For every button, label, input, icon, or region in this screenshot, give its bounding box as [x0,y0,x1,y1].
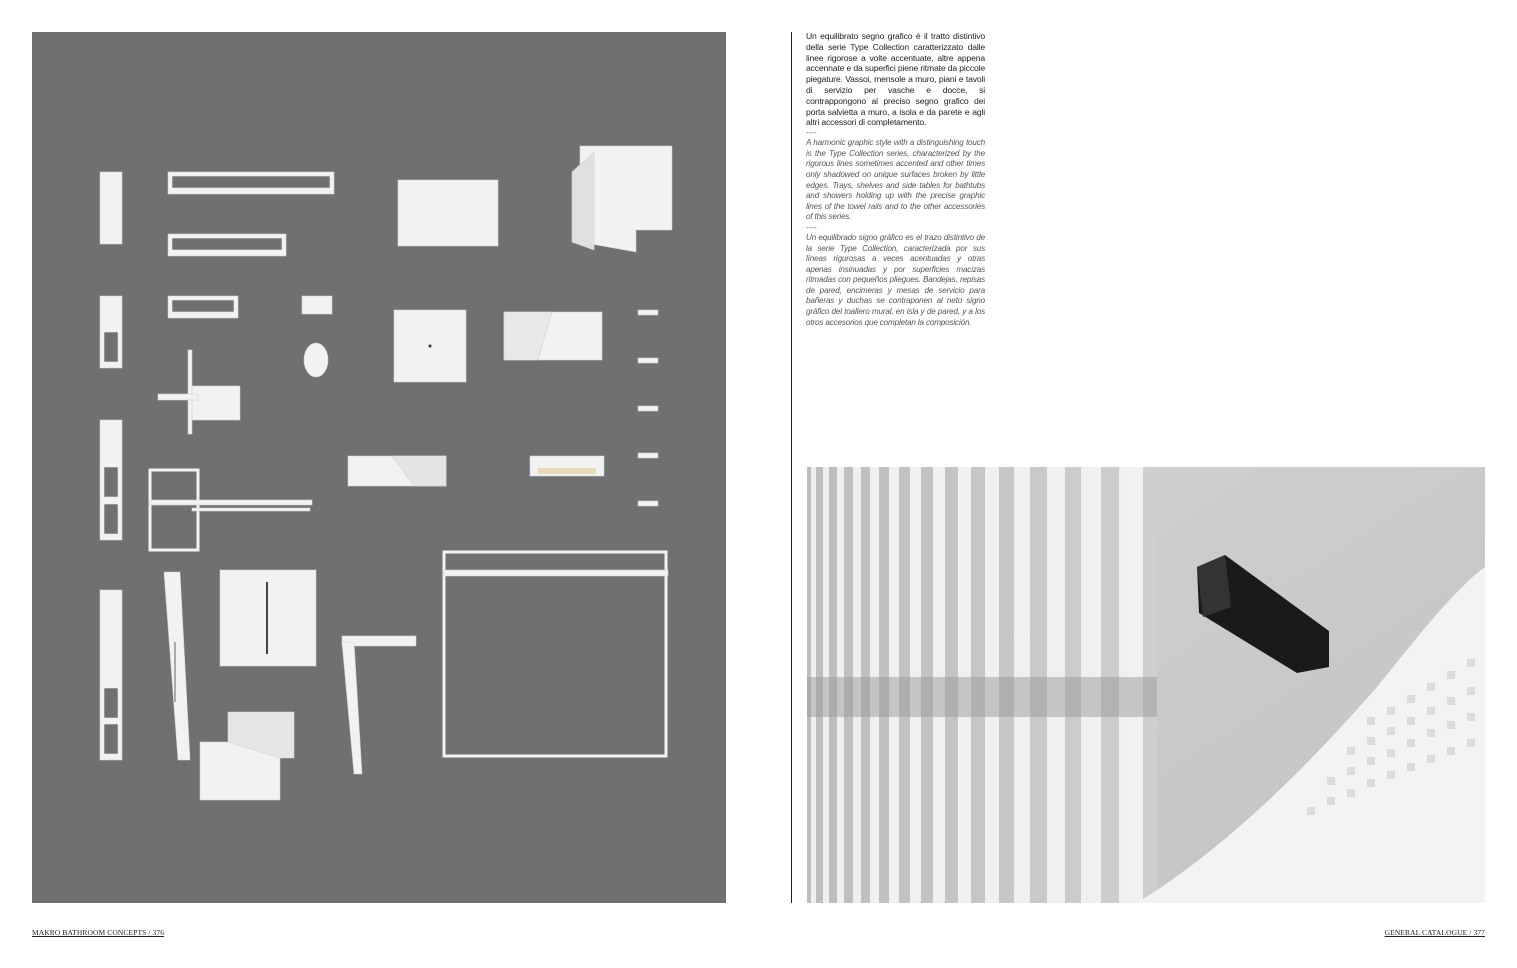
towel-hook-illustration [807,467,1485,903]
spanish-paragraph: Un equilibrado signo gráfico es el trazo distintivo de la serie Type Collection, caracterizada por sus líneas rigurosas a veces acentuadas y otras apenas insinuadas y por superficies macizas ritmadas con pequeños pliegues. Bandejas, repisas de pared, encimeras y mesas de servicio para bañeras y duchas se contraponen al neto signo gráfico del toallero mural, en isla y de pared, y a los otros accesorios que completan la composición. [806,232,985,327]
hook-2 [638,358,658,363]
hook-1 [638,310,658,315]
paper-holder [302,296,332,314]
vertical-shelf-1 [100,172,122,244]
product-overview-photo [32,32,726,903]
soap-dish-plate [192,386,240,420]
brush-holder [304,343,328,377]
hook-3 [638,406,658,411]
hook-5 [638,501,658,506]
towel-rack [150,470,198,550]
description-text-column [806,31,985,328]
large-towel-frame [444,552,666,756]
separator: ---- [806,222,817,232]
product-overview-illustration [32,32,726,903]
hook-4 [638,453,658,458]
left-folio: MAKRO BATHROOM CONCEPTS / 376 [32,928,165,937]
right-folio: GENERAL CATALOGUE / 377 [1384,928,1485,937]
separator: ---- [806,128,817,138]
vertical-rule [791,32,792,903]
italian-paragraph: Un equilibrato segno grafico è il tratto distintivo della serie Type Collection caratterizzato dalle linee rigorose a volte accentuate, altre appena accennate e da superfici piene ritmate da piccole piegature. Vassoi, mensole a muro, piani e tavoli di servizio per vasche e docce, si contrappongono al preciso segno grafico dei porta salvietta a muro, a isola e da parete e agli altri accessori di completamento. [806,31,985,128]
storage-box-1 [398,180,498,246]
towel-hook-detail-photo [807,467,1485,903]
english-paragraph: A harmonic graphic style with a distinguishing touch is the Type Collection series, characterized by the rigorous lines sometimes accented and other times only shadowed on unique surfaces broken by little edges. Trays, shelves and side tables for bathtubs and showers holding up with the precise graphic lines of the towel rails and to the other accessories of this series. [806,138,985,222]
tall-stand [164,572,190,760]
